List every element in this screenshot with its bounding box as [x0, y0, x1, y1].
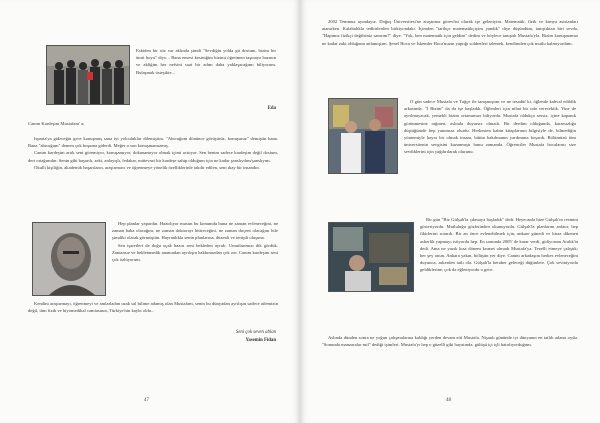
- letter-paragraph: Kendini araştırmayı, öğrenmeyi ve anılarladan uzak sal bilime adamış olan Mustafam, senin bu dünyadan ayrılışın sadece ailemizin değil, tüm fizik ve biyomedikal camiasının, Türkiye'nin kaybı oldu...: [28, 301, 278, 314]
- letter-body-bottom: [28, 300, 278, 314]
- portrait-photo-image: [33, 223, 105, 295]
- right-page: [300, 0, 600, 423]
- intro-paragraph: Eskiden bir söz var aklında şimdi "Sevdiğin yolda git dostum, bizim bir ümit boyu" diyo... Bana ensesi kesiniğim bizimi öğretmen taşınaya bazının ve akliğim her nefsini saat bir adım daha yaklaşacağımı biliyorum. Bulaşmak üsteşikte...: [136, 48, 276, 75]
- greeting: Canım Kardeşim Mustafam' a;: [28, 121, 85, 126]
- lab-photo-top: [328, 98, 398, 174]
- letter-body-side: [112, 220, 278, 263]
- letter-paragraph: Sen işaretleri de doğu uçak hazırı seni bekleden ayrıdı. Umutlarımızı dik gördük. Zamansız ve beklenmedik ananından ayrılışın hakkımızdan çok zor. Canım kardeşim seni çok özlüyorum.: [112, 242, 278, 263]
- page-number-right: 48: [446, 398, 451, 403]
- letter-paragraph: Hep planlar yapardın. Hazırlıyor musun bu konumda buna ne zaman evleneceğini, ne zaman baba olacağını, ne zaman doktorayı bitireceğini, ne zaman doçent olacağını bile şimdiki olarak görmüştün. Hayranlıkla senin planlarına, düzenli ve tertipli oluşuna.: [112, 221, 278, 241]
- portrait-photo: [32, 222, 106, 296]
- lab-photo-top-image: [329, 99, 397, 173]
- group-photo: [46, 45, 130, 105]
- letter-paragraph: Canım kardeşim artık seni göremiyor, konuşamıyor, dokunamıyor olmak içimi acıtıyor. Sen benim sadece kardeşim değil dostum, dert ortağımdın. Senin gibi başarılı, zeki, anlayışlı, fedakar, mütevazi bir kardeşe sahip olduğum için ne kadar şanslıydım/şanslıyım.: [28, 150, 278, 163]
- letter-paragraph: Okulli kişiliğin, akademik başarıların, araştırmacı ve öğrenmeye yönelik özelliklerinle takdir edilen, seni ıhay bir insandın.: [34, 164, 260, 170]
- right-middle-paragraph: O gün sadece Mustafa ve Tuğçe ile tanışmıştım ve ne tesadüf ki, öğlende kahval edildik arkasında. "İ Bizim" da da işe başladık. Öğlenleri için nihai bir oda verecektik. Yine de ayrılmayacak, yemekli bizim ortamımızı biliyordu. Mustafa oldukça sessiz, içine kapanık görünmesine rağmen, aslında duyarsız olmadı. Bir derdim olduğunda, kararsızlığa düştüğümde hep yanımıza olurdu. Herkesten kabin kitaplarının bilgisiyle de, bilmediğin yöntemiyle hayra bir olmak insanı, bütün bakılmanın yardımına koşardı. Bölümüzü tüm üniversitenin sevgisini kazanmıştı bunu zamanda. Öğrenciler Mustafa hocalarını size sevdiklerini için yağdırılarak olurunu.: [404, 99, 576, 155]
- right-bottom-paragraph: Aslında dünden sonra ne yoğun çalışmalarına kaldığı yerden devam etti Mustafa. Nişanlı gününde iyi dünyanın en tatlılı adamı oydu. "Sonunda manzaralar mıl" dediği işimleri. Mustafa'yı hep o güzelli gibi hayatında, gülüşü içi içli hatırlıyorduğum.: [322, 335, 578, 348]
- lab-photo-bottom-image: [329, 223, 413, 291]
- page-number-left: 47: [144, 398, 149, 403]
- letter-signature: Yasemin Fidan: [245, 338, 276, 343]
- letter-body-top: [28, 135, 278, 171]
- right-top-paragraph: 2002 Temmuz ayındayız. Doğuş Üniversitesi'ne araştırma görevlisi olarak işe geleniyim. Matematik, fizik ve kimya asistanları atanırken. Kalabalıkla tedbirlerden birkiyondaki. İçimden "tarihçe matematikçiyim yandık" diye düşündüm, tanıştıktan biri sevda, "Hapımız fizikçi değilsiniz sanırım?" diye. "Yok, ben matematik için geldim" dedim ve böylece tanıştık Mustafa'yla. Bizim konuşmamız ne kadar zaki olduğunu anlamıştım. Şenel Hoca ve İskender Hoca'mızın yaptığı sohbetleri izlemek, kendimden çok mutlu kalmıyordum.: [322, 19, 578, 46]
- right-caption-paragraph: Bir gün "Biz Gülşah'la çıkmaya başladık" dedi. Heyecanla bize Gülşah'ın resmini gösteriyordu. Mutluluğu gözlerinden okunuyordu. Gülşah'la planlarını anlatır, hep fikirlerini sorardı. Bir an önce evlenebilmek için, ankare günedi ve biraz dikenen askerlik yapmayı istiyordu hep. En sonunda 2005' de karar verdi, gidiyorum Aralık'ta dedi. Ama ne yazık kısa dönem kısmet olmadı Mustafa'ya. Tezelli etmeye çalıştık; her şey onun. Ankara yakın, bölüşün yer diye. Canım arkadaşım herkes evleneceğini duyunca, askerden tatlı ola. Gülşah'la beraber geleceği düğünlere. Çok seviniyordu geldiklerine, çok da eğleniyordu o gece.: [420, 217, 578, 273]
- group-photo-image: [47, 46, 129, 104]
- letter-paragraph: Isparta'ya gideceğin gece konuşmuş sana iyi yolculuklar dilemiştim. "Abicuğum dönünce görüşürüz, konuşuruz" demiştin bana. Bana "abicuğum" demen çok hoşuma giderdi. Meğer o son konuşmamızmış.: [28, 136, 278, 149]
- letter-closing: Seni çok seven ablan: [235, 330, 276, 335]
- lab-photo-bottom: [328, 222, 414, 292]
- intro-signature: Eda: [267, 106, 276, 111]
